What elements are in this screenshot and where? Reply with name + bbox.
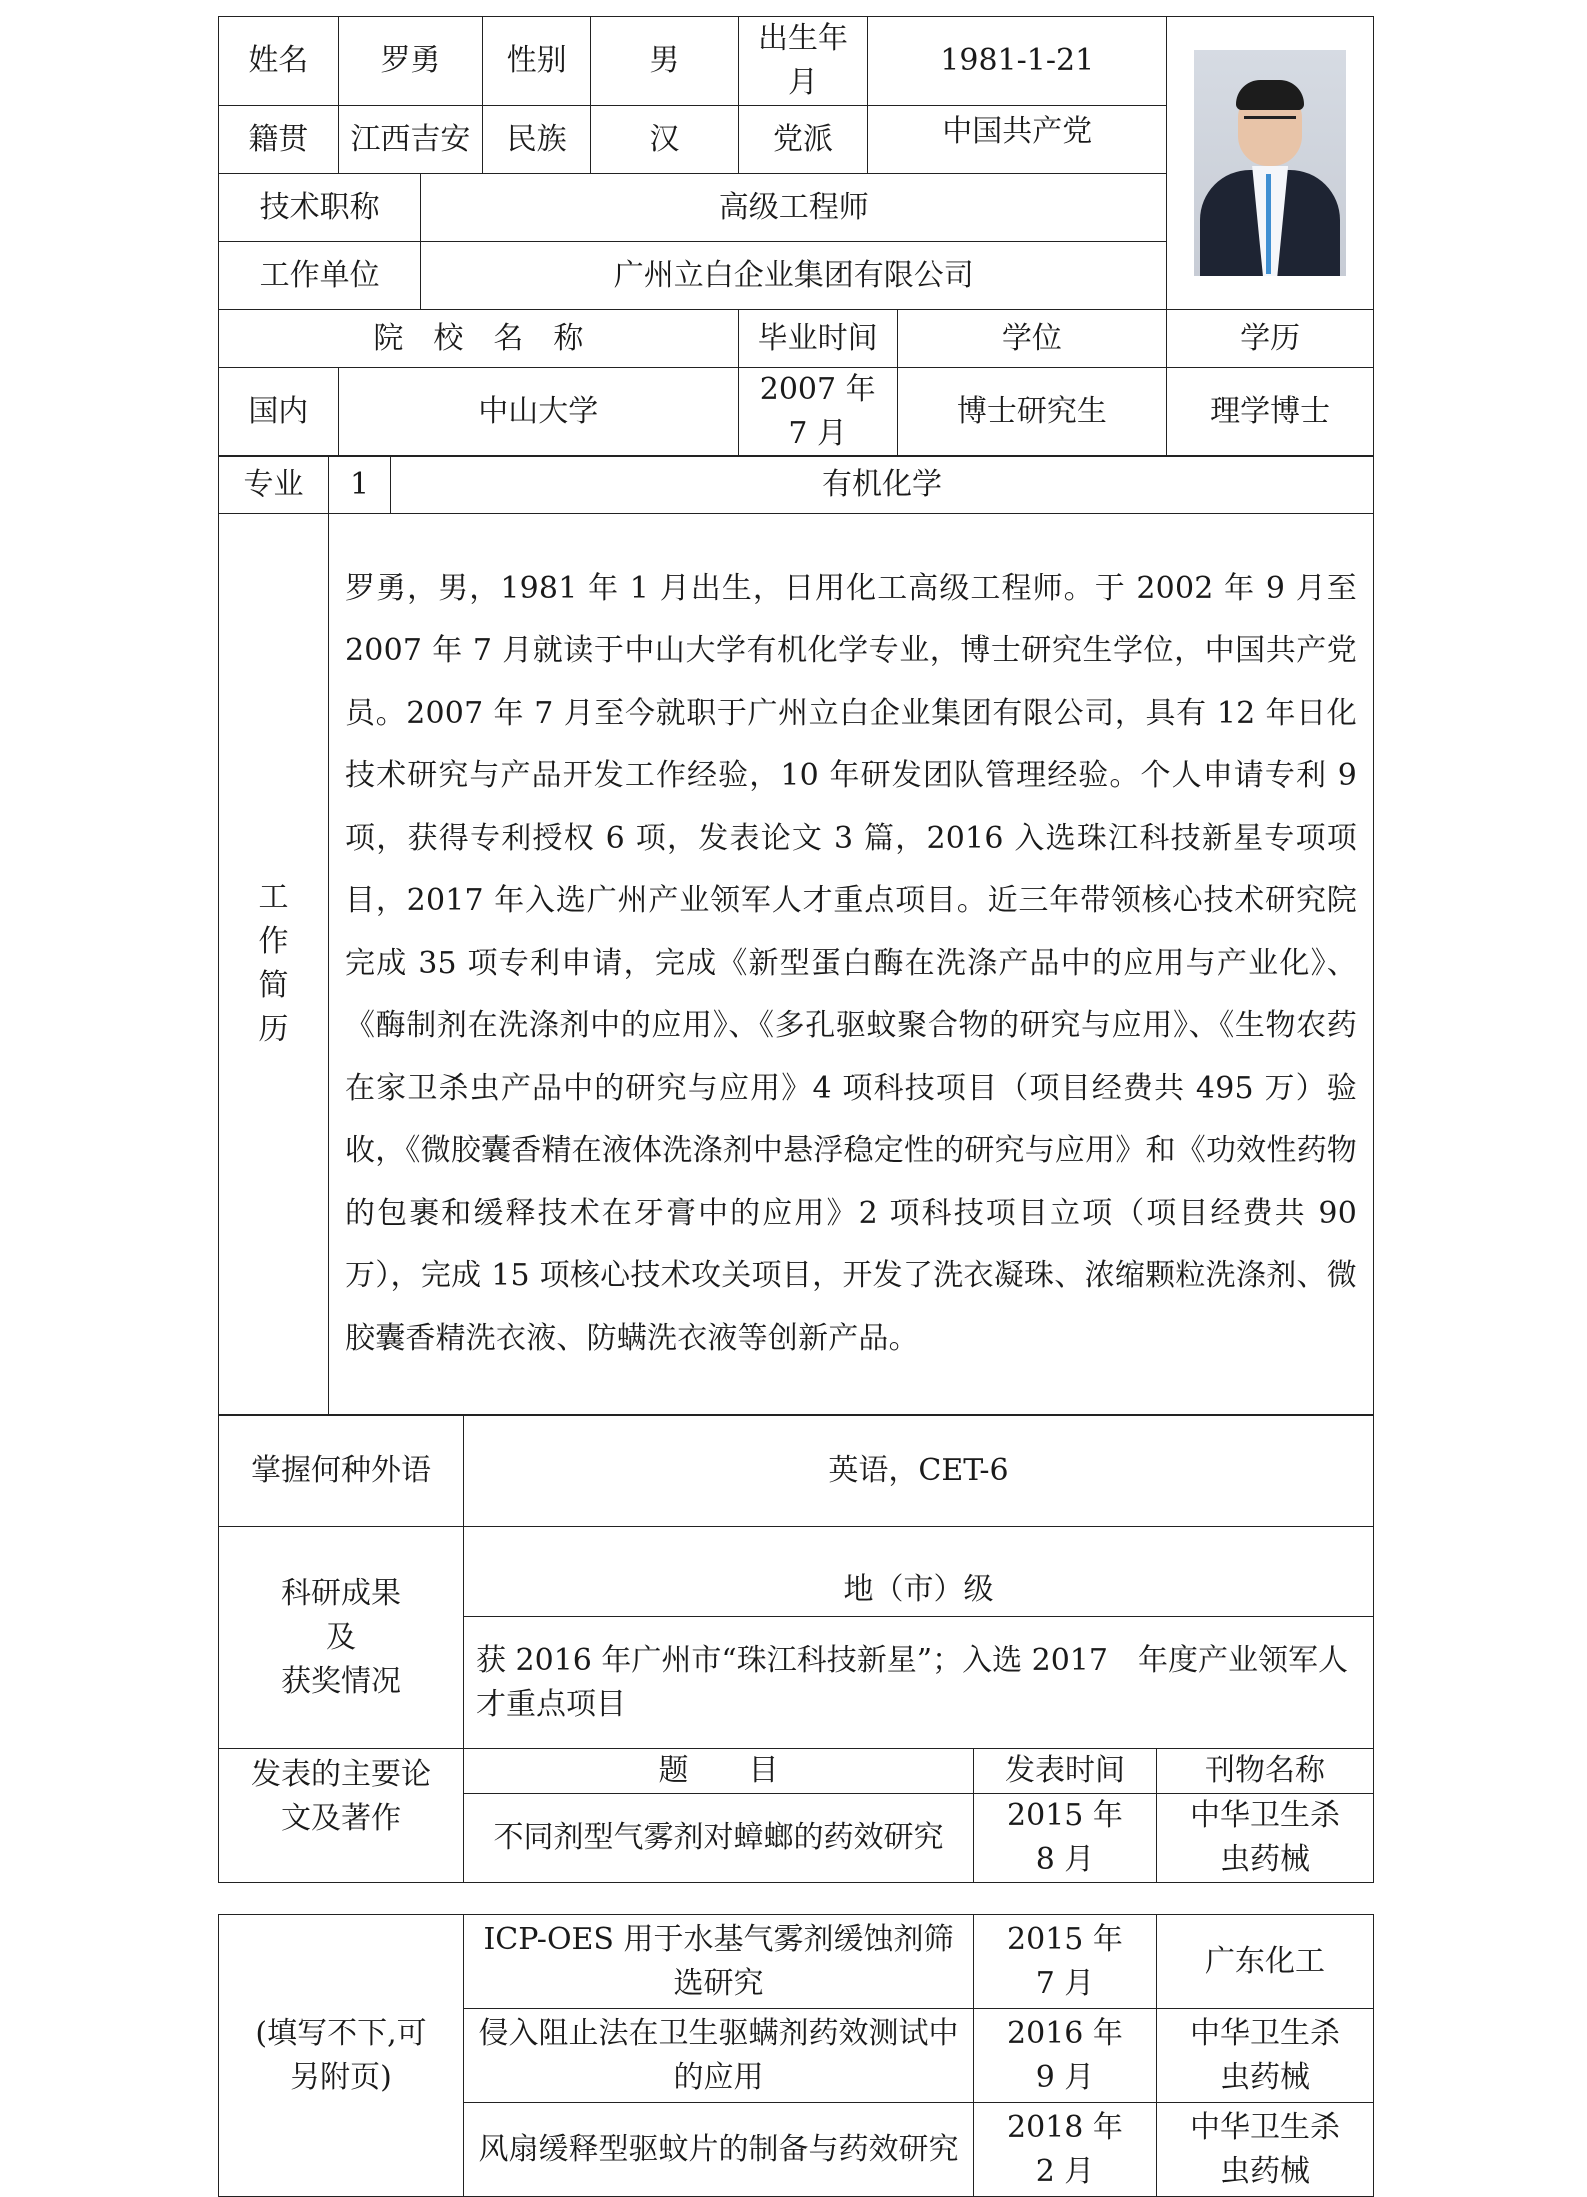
- papers-label: 发表的主要论文及著作: [219, 1749, 464, 1883]
- paper-date: 2015 年 7 月: [974, 1915, 1157, 2009]
- paper-journal-header: 刊物名称: [1157, 1749, 1374, 1794]
- paper-date-header: 发表时间: [974, 1749, 1157, 1794]
- paper-title: 风扇缓释型驱蚊片的制备与药效研究: [464, 2103, 974, 2197]
- ethnic-value: 汉: [590, 106, 738, 174]
- basic-info-table: [218, 16, 1374, 457]
- awards-label-line-2: 及: [326, 1619, 356, 1655]
- work-table: [218, 513, 1374, 1416]
- paper-date: 2018 年 2 月: [974, 2103, 1157, 2197]
- education-value: 理学博士: [1167, 368, 1374, 457]
- awards-level: 地（市）级: [464, 1527, 1374, 1617]
- grad-time-value: 2007 年 7 月: [738, 368, 897, 457]
- major-value: 有机化学: [391, 456, 1374, 514]
- major-index: 1: [329, 456, 391, 514]
- paper-journal: 中华卫生杀虫药械: [1157, 2009, 1374, 2103]
- language-value: 英语，CET-6: [464, 1415, 1374, 1527]
- achievements-table: [218, 1414, 1374, 1883]
- paper-title: ICP-OES 用于水基气雾剂缓蚀剂筛选研究: [464, 1915, 974, 2009]
- major-table: [218, 455, 1374, 514]
- paper-journal: 中华卫生杀虫药械: [1157, 2103, 1374, 2197]
- work-label-cell: [219, 513, 329, 1415]
- degree-header: 学位: [897, 310, 1167, 368]
- papers-note: (填写不下,可另附页): [219, 1915, 464, 2197]
- paper-journal: 广东化工: [1157, 1915, 1374, 2009]
- birth-value: 1981-1-21: [868, 17, 1167, 106]
- birth-label: 出生年月: [738, 17, 867, 106]
- ethnic-label: 民族: [483, 106, 591, 174]
- title-label: 技术职称: [219, 174, 421, 242]
- portrait-photo: [1194, 50, 1346, 276]
- papers-continued-table: [218, 1914, 1374, 2197]
- photo-cell: [1167, 17, 1374, 310]
- awards-label-line-1: 科研成果: [281, 1575, 401, 1611]
- party-value: 中国共产党: [868, 106, 1167, 174]
- school-value: 中山大学: [338, 368, 738, 457]
- paper-title: 侵入阻止法在卫生驱螨剂药效测试中的应用: [464, 2009, 974, 2103]
- awards-label: [219, 1527, 464, 1749]
- employer-value: 广州立白企业集团有限公司: [421, 242, 1167, 310]
- major-label: 专业: [219, 456, 329, 514]
- paper-title: 不同剂型气雾剂对蟑螂的药效研究: [464, 1794, 974, 1883]
- paper-date: 2015 年 8 月: [974, 1794, 1157, 1883]
- title-value: 高级工程师: [421, 174, 1167, 242]
- native-value: 江西吉安: [338, 106, 483, 174]
- language-label: 掌握何种外语: [219, 1415, 464, 1527]
- gender-label: 性别: [483, 17, 591, 106]
- native-label: 籍贯: [219, 106, 339, 174]
- employer-label: 工作单位: [219, 242, 421, 310]
- name-label: 姓名: [219, 17, 339, 106]
- school-header: 院 校 名 称: [219, 310, 739, 368]
- party-label: 党派: [738, 106, 867, 174]
- paper-title-header: 题 目: [464, 1749, 974, 1794]
- degree-value: 博士研究生: [897, 368, 1167, 457]
- paper-date: 2016 年 9 月: [974, 2009, 1157, 2103]
- awards-text: 获 2016 年广州市“珠江科技新星”；入选 2017 年度产业领军人才重点项目: [464, 1617, 1374, 1749]
- name-value: 罗勇: [338, 17, 483, 106]
- paper-journal: 中华卫生杀虫药械: [1157, 1794, 1374, 1883]
- gender-value: 男: [590, 17, 738, 106]
- awards-label-line-3: 获奖情况: [281, 1663, 401, 1699]
- work-label: 工作简历: [258, 880, 289, 1048]
- resume-form: [218, 16, 1374, 2197]
- grad-time-header: 毕业时间: [738, 310, 897, 368]
- education-header: 学历: [1167, 310, 1374, 368]
- work-history-text: 罗勇，男，1981 年 1 月出生，日用化工高级工程师。于 2002 年 9 月至 2007 年 7 月就读于中山大学有机化学专业，博士研究生学位，中国共产党员。2007 年 7 月至今就职于广州立白企业集团有限公司，具有 12 年日化技术研究与产品开发工作经验，10 年研发团队管理经验。个人申请专利 9 项，获得专利授权 6 项，发表论文 3 篇，2016 入选珠江科技新星专项项目，2017 年入选广州产业领军人才重点项目。近三年带领核心技术研究院完成 35 项专利申请，完成《新型蛋白酶在洗涤产品中的应用与产业化》、《酶制剂在洗涤剂中的应用》、《多孔驱蚊聚合物的研究与应用》、《生物农药在家卫杀虫产品中的研究与应用》4 项科技项目（项目经费共 495 万）验收，《微胶囊香精在液体洗涤剂中悬浮稳定性的研究与应用》和《功效性药物的包裹和缓释技术在牙膏中的应用》2 项科技项目立项（项目经费共 90 万），完成 15 项核心技术攻关项目，开发了洗衣凝珠、浓缩颗粒洗涤剂、微胶囊香精洗衣液、防螨洗衣液等创新产品。: [329, 513, 1374, 1415]
- region-label: 国内: [219, 368, 339, 457]
